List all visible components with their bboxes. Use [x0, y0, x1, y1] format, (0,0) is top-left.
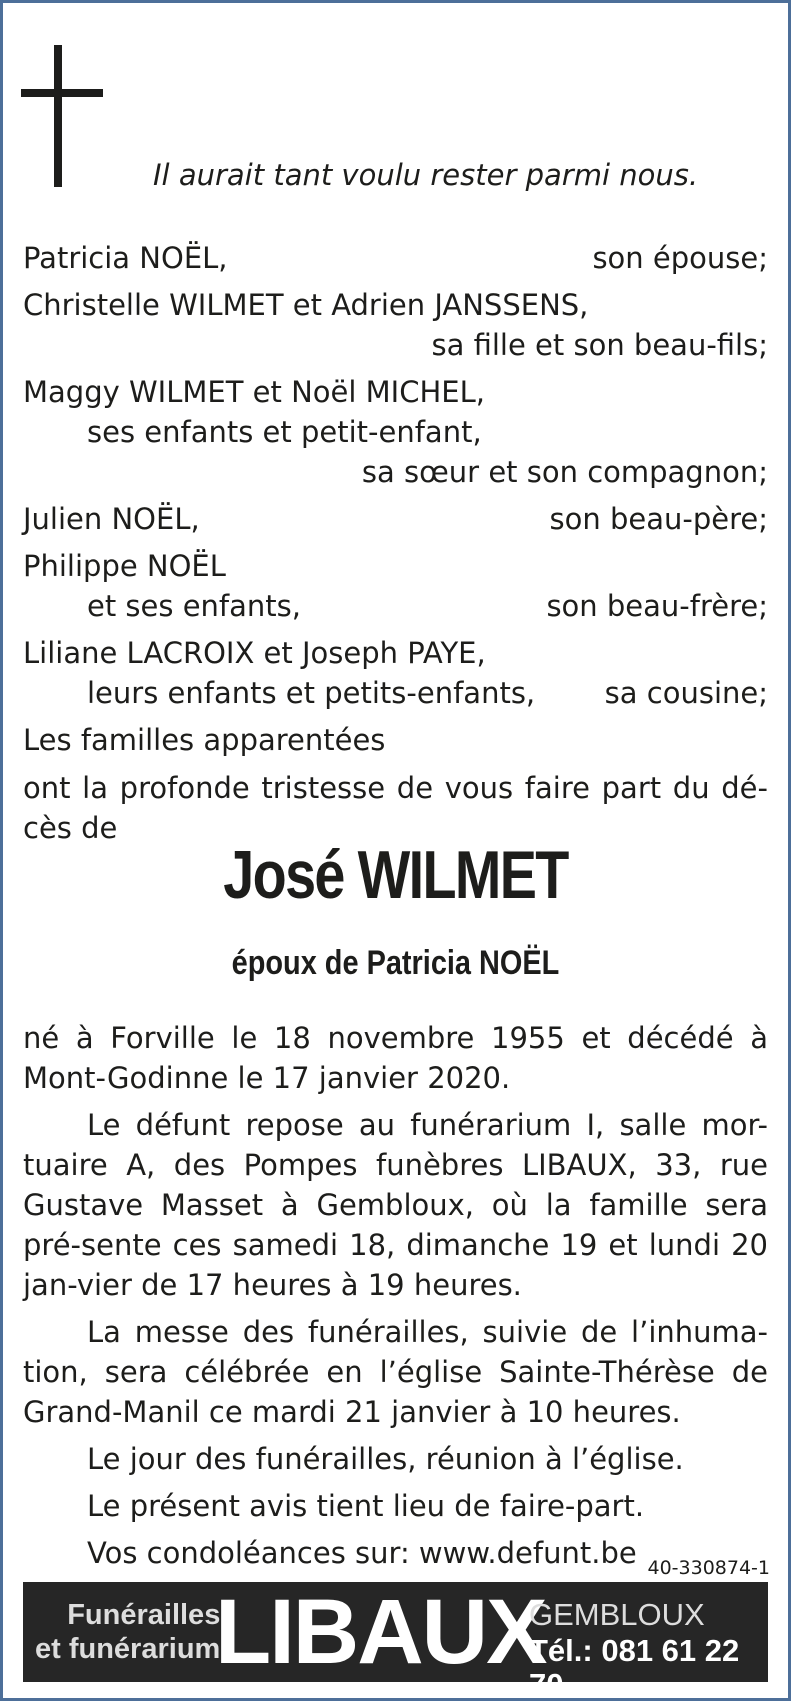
funeral-home-banner	[23, 1581, 768, 1702]
family-name: Les familles apparentées	[23, 723, 386, 757]
family-relation: son beau-frère;	[546, 589, 768, 623]
family-row	[23, 673, 768, 713]
condolences-paragraph: Vos condoléances sur: www.defunt.be	[87, 1536, 637, 1570]
announcement-intro: ont la profonde tristesse de vous faire part du dé-cès de	[23, 771, 768, 845]
service-line-1: Funérailles	[67, 1599, 221, 1631]
family-row	[23, 238, 768, 278]
company-phone: Tél.: 081 61 22 70	[529, 1633, 740, 1702]
family-row	[23, 325, 768, 365]
service-label	[35, 1598, 220, 1666]
family-name: Patricia NOËL,	[23, 241, 228, 275]
cross-icon	[21, 45, 103, 187]
family-row	[23, 452, 768, 492]
viewing-paragraph: Le défunt repose au funérarium I, salle mor-tuaire A, des Pompes funèbres LIBAUX, 33, rue Gustave Masset à Gembloux, où la famille sera pré-sente ces samedi 18, dimanche 19 et lundi 20 jan-vier de 17 heures à 19 heures.	[23, 1108, 768, 1302]
family-name: Julien NOËL,	[23, 502, 200, 536]
family-row	[23, 720, 768, 760]
family-name: Liliane LACROIX et Joseph PAYE,	[23, 636, 486, 670]
family-name: Philippe NOËL	[23, 549, 226, 583]
spouse-line: époux de Patricia NOËL	[231, 944, 560, 982]
family-name: Christelle WILMET et Adrien JANSSENS,	[23, 288, 589, 322]
motto: Il aurait tant voulu rester parmi nous.	[153, 158, 699, 192]
family-name: ses enfants et petit-enfant,	[87, 415, 482, 449]
meeting-paragraph: Le jour des funérailles, réunion à l’église.	[87, 1442, 684, 1476]
family-name: et ses enfants,	[87, 589, 301, 623]
family-row	[23, 633, 768, 673]
family-row	[23, 499, 768, 539]
family-row	[23, 285, 768, 325]
company-logo: LIBAUX	[215, 1581, 546, 1683]
family-name: Maggy WILMET et Noël MICHEL,	[23, 375, 485, 409]
family-relation: son épouse;	[592, 241, 768, 275]
family-relation: sa sœur et son compagnon;	[361, 455, 768, 489]
family-name: leurs enfants et petits-enfants,	[87, 676, 536, 710]
notice-paragraph: Le présent avis tient lieu de faire-part.	[87, 1489, 645, 1523]
company-city: GEMBLOUX	[529, 1597, 705, 1632]
reference-number: 40-330874-1	[647, 1557, 770, 1579]
family-row	[23, 372, 768, 412]
service-line-2: et funérarium	[35, 1633, 221, 1665]
family-row	[23, 546, 768, 586]
mass-paragraph: La messe des funérailles, suivie de l’inhuma-tion, sera célébrée en l’église Sainte-Thérèse de Grand-Manil ce mardi 21 janvier à 10 heures.	[23, 1315, 768, 1429]
family-relation: sa fille et son beau-fils;	[431, 328, 768, 362]
birth-death-paragraph: né à Forville le 18 novembre 1955 et décédé à Mont-Godinne le 17 janvier 2020.	[23, 1021, 768, 1095]
family-row	[23, 412, 768, 452]
family-relation: sa cousine;	[604, 676, 768, 710]
notice-body	[23, 1018, 768, 1573]
family-row	[23, 586, 768, 626]
family-relation: son beau-père;	[549, 502, 768, 536]
deceased-name: José WILMET	[223, 837, 568, 913]
family-list	[23, 238, 768, 848]
